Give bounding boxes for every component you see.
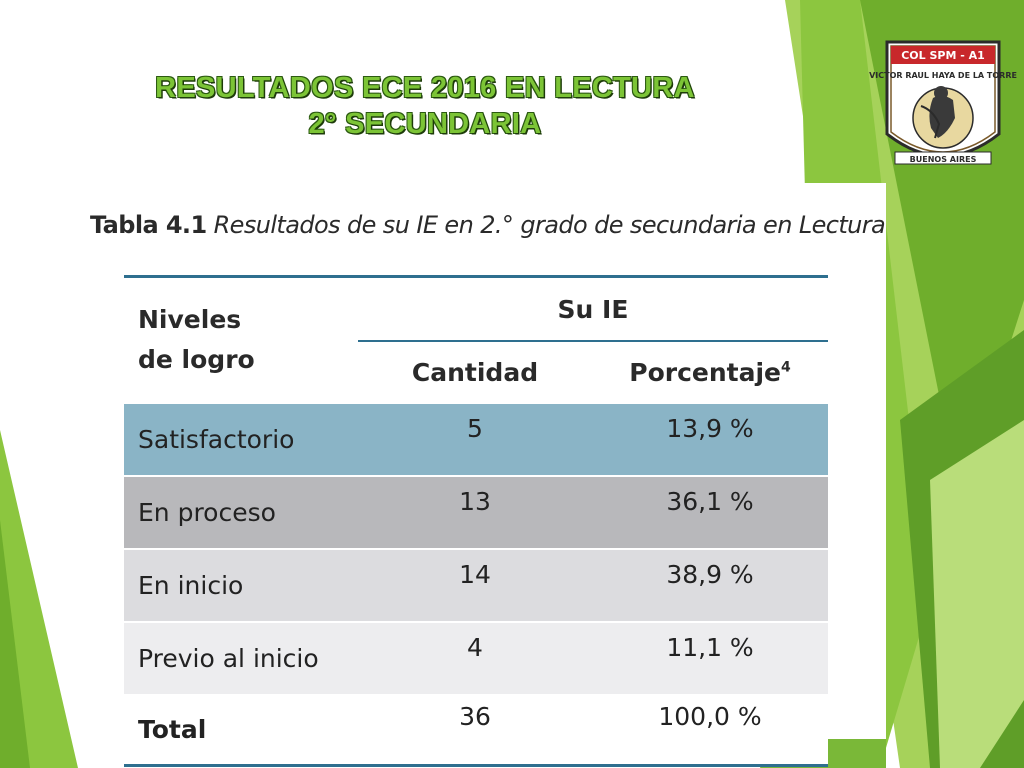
col-header-cantidad: Cantidad bbox=[411, 357, 539, 387]
table-row bbox=[124, 403, 828, 476]
nivel-cell: En inicio bbox=[124, 549, 358, 622]
group-header-su-ie: Su IE bbox=[358, 277, 828, 342]
cantidad-cell: 14 bbox=[358, 549, 592, 622]
svg-text:BUENOS AIRES: BUENOS AIRES bbox=[909, 155, 977, 164]
level-header bbox=[124, 277, 358, 404]
level-header-line1: Niveles bbox=[138, 305, 242, 334]
footnote-marker: 4 bbox=[781, 359, 791, 376]
porcentaje-cell: 13,9 % bbox=[592, 403, 828, 476]
total-porcentaje-cell: 100,0 % bbox=[592, 694, 828, 766]
svg-text:VICTOR RAUL HAYA DE LA TORRE: VICTOR RAUL HAYA DE LA TORRE bbox=[869, 71, 1017, 80]
total-label-cell: Total bbox=[124, 694, 358, 766]
porcentaje-cell: 36,1 % bbox=[592, 476, 828, 549]
porcentaje-cell: 11,1 % bbox=[592, 622, 828, 694]
table-row bbox=[124, 549, 828, 622]
table-header-row bbox=[124, 277, 828, 342]
cantidad-cell: 13 bbox=[358, 476, 592, 549]
cantidad-cell: 4 bbox=[358, 622, 592, 694]
porcentaje-cell: 38,9 % bbox=[592, 549, 828, 622]
col-header-porcentaje bbox=[592, 341, 828, 403]
total-cantidad-cell: 36 bbox=[358, 694, 592, 766]
table-caption-number: Tabla 4.1 bbox=[90, 211, 207, 239]
level-header-line2: de logro bbox=[138, 345, 255, 374]
col-header-porcentaje-label: Porcentaje bbox=[629, 357, 781, 387]
cantidad-cell: 5 bbox=[358, 403, 592, 476]
table-row bbox=[124, 622, 828, 694]
svg-text:COL SPM - A1: COL SPM - A1 bbox=[901, 49, 985, 62]
table-caption bbox=[90, 211, 885, 239]
table-caption-text: Resultados de su IE en 2.° grado de secundaria en Lectura bbox=[206, 211, 886, 239]
nivel-cell: En proceso bbox=[124, 476, 358, 549]
school-crest-logo bbox=[869, 38, 1017, 170]
nivel-cell: Previo al inicio bbox=[124, 622, 358, 694]
table-row bbox=[124, 476, 828, 549]
nivel-cell: Satisfactorio bbox=[124, 403, 358, 476]
table-panel bbox=[72, 183, 886, 744]
slide-title-line2: 2° SECUNDARIA bbox=[308, 108, 542, 140]
results-table bbox=[124, 275, 828, 767]
slide-title bbox=[60, 70, 790, 142]
slide-title-line1: RESULTADOS ECE 2016 EN LECTURA bbox=[155, 72, 695, 104]
table-total-row bbox=[124, 694, 828, 766]
